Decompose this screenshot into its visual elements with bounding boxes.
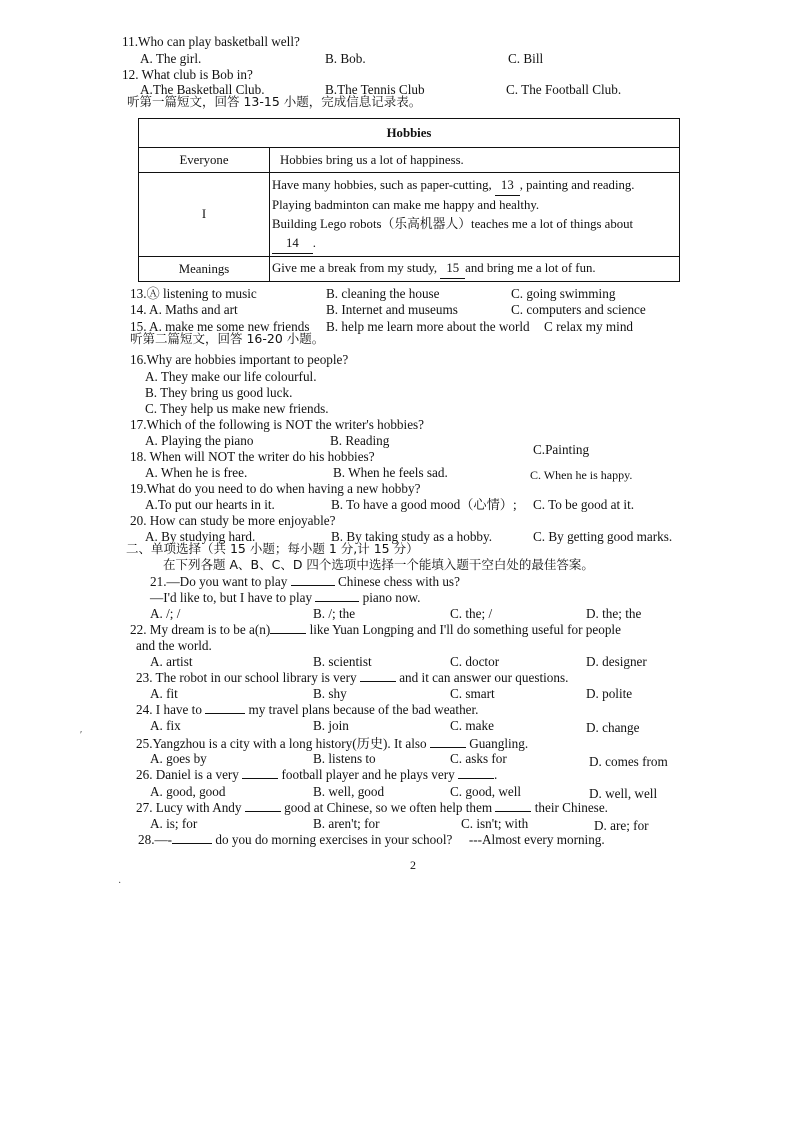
q21-text-a: 21.—Do you want to play (150, 574, 288, 589)
q21-blank-2 (315, 601, 359, 602)
q26-text-c: . (494, 767, 498, 782)
table-title: Hobbies (139, 119, 680, 148)
q24-blank (205, 713, 245, 714)
q23-blank (360, 681, 396, 682)
q21-text-c: —I'd like to, but I have to play (150, 590, 313, 605)
q19-stem: 19.What do you need to do when having a new hobby? (130, 481, 421, 496)
q13-option-b: B. cleaning the house (326, 286, 440, 301)
q17-stem: 17.Which of the following is NOT the writer's hobbies? (130, 417, 425, 432)
q15-option-c: C relax my mind (544, 319, 634, 334)
scan-speck: ′ (80, 730, 83, 741)
q28-text-a: 28.—- (138, 832, 173, 847)
q27-text-a: 27. Lucy with Andy (136, 800, 242, 815)
q21-text-d: piano now. (362, 590, 421, 605)
q14-option-a: 14. A. Maths and art (130, 302, 238, 317)
q27-option-a: A. is; for (150, 816, 198, 831)
q13-option-a: 13.Ⓐ listening to music (130, 286, 257, 301)
q18-option-b: B. When he feels sad. (333, 465, 448, 480)
q24-option-c: C. make (450, 718, 494, 733)
q25-option-c: C. asks for (450, 751, 507, 766)
q17-option-b: B. Reading (330, 433, 390, 448)
q24-option-b: B. join (313, 718, 349, 733)
q28-blank (172, 843, 212, 844)
q22-option-c: C. doctor (450, 654, 500, 669)
q12-option-c: C. The Football Club. (506, 82, 622, 97)
q24-text-a: 24. I have to (136, 702, 202, 717)
q25-option-a: A. goes by (150, 751, 207, 766)
q25-option-d: D. comes from (589, 754, 668, 769)
q18-stem: 18. When will NOT the writer do his hobbies? (130, 449, 375, 464)
q22-line2: and the world. (136, 638, 212, 653)
q26-blank-2 (458, 778, 494, 779)
q23-option-b: B. shy (313, 686, 347, 701)
hobbies-table (138, 118, 680, 282)
section-2-instruction: 在下列各题 A、B、C、D 四个选项中选择一个能填入题干空白处的最佳答案。 (163, 557, 594, 572)
q21-option-d: D. the; the (586, 606, 642, 621)
q22-text-b: like Yuan Longping and I'll do something useful for people (309, 622, 621, 637)
q22-option-d: D. designer (586, 654, 647, 669)
blank-14: 14 (272, 234, 313, 254)
table-cell-everyone: Hobbies bring us a lot of happiness. (270, 148, 680, 173)
q26-line1 (136, 767, 497, 783)
q20-stem: 20. How can study be more enjoyable? (130, 513, 336, 528)
q26-option-c: C. good, well (450, 784, 522, 799)
q21-option-b: B. /; the (313, 606, 356, 621)
q26-option-d: D. well, well (589, 786, 658, 801)
q21-option-a: A. /; / (150, 606, 181, 621)
q16-option-a: A. They make our life colourful. (145, 369, 317, 384)
q27-blank-1 (245, 811, 281, 812)
table-label-everyone: Everyone (139, 148, 270, 173)
q24-option-a: A. fix (150, 718, 181, 733)
q27-option-b: B. aren't; for (313, 816, 380, 831)
q26-blank-1 (242, 778, 278, 779)
q24-text-b: my travel plans because of the bad weather. (248, 702, 479, 717)
q27-option-d: D. are; for (594, 818, 649, 833)
q27-line1 (136, 800, 608, 816)
q16-option-b: B. They bring us good luck. (145, 385, 293, 400)
q22-option-b: B. scientist (313, 654, 372, 669)
q25-line1 (136, 736, 528, 752)
q21-text-b: Chinese chess with us? (337, 574, 460, 589)
page-number: 2 (410, 858, 416, 872)
row-i-line3: Building Lego robots（乐高机器人）teaches me a lot of things about (272, 216, 634, 231)
q24-option-d: D. change (586, 720, 640, 735)
q14-option-b: B. Internet and museums (326, 302, 458, 317)
meanings-text-1: Give me a break from my study, (272, 261, 438, 275)
q23-option-c: C. smart (450, 686, 495, 701)
row-i-line1b: , painting and reading. (519, 177, 635, 192)
q11-option-c: C. Bill (508, 51, 544, 66)
q21-option-c: C. the; / (450, 606, 493, 621)
q23-text-b: and it can answer our questions. (399, 670, 569, 685)
table-cell-i (270, 173, 680, 257)
row-i-line2: Playing badminton can make me happy and healthy. (272, 197, 540, 212)
q21-line1 (150, 574, 460, 590)
q15-option-a: 15. A. make me some new friends (130, 319, 310, 334)
q28-line1 (138, 832, 605, 848)
q23-option-a: A. fit (150, 686, 178, 701)
table-cell-meanings (270, 257, 680, 282)
listening-section-2-instruction: 听第二篇短文，回答 16-20 小题。 (130, 331, 325, 346)
q24-line1 (136, 702, 478, 718)
q23-line1 (136, 670, 568, 686)
q19-option-b: B. To have a good mood（心情）; (331, 497, 517, 512)
q27-text-b: good at Chinese, so we often help them (284, 800, 493, 815)
q21-blank-1 (291, 585, 335, 586)
q28-text-c: ---Almost every morning. (468, 832, 605, 847)
q26-option-a: A. good, good (150, 784, 226, 799)
q26-option-b: B. well, good (313, 784, 385, 799)
row-i-line1a: Have many hobbies, such as paper-cutting, (272, 177, 492, 192)
q20-option-b: B. By taking study as a hobby. (331, 529, 493, 544)
q19-option-a: A.To put our hearts in it. (145, 497, 275, 512)
table-label-i: I (139, 173, 270, 257)
scan-speck: · (118, 878, 122, 889)
blank-13: 13 (495, 176, 520, 196)
q17-option-a: A. Playing the piano (145, 433, 254, 448)
q12-option-b: B.The Tennis Club (325, 82, 425, 97)
table-label-meanings: Meanings (139, 257, 270, 282)
q20-option-a: A. By studying hard. (145, 529, 256, 544)
q23-option-d: D. polite (586, 686, 633, 701)
q25-text-b: Guangling. (469, 736, 529, 751)
q14-option-c: C. computers and science (511, 302, 646, 317)
meanings-text-2: and bring me a lot of fun. (465, 261, 596, 275)
q17-option-c: C.Painting (533, 442, 590, 457)
q11-option-a: A. The girl. (140, 51, 202, 66)
q25-blank (430, 747, 466, 748)
q25-option-b: B. listens to (313, 751, 376, 766)
q11-stem: 11.Who can play basketball well? (122, 34, 300, 49)
q12-stem: 12. What club is Bob in? (122, 67, 253, 82)
q12-option-a: A.The Basketball Club. (140, 82, 265, 97)
q22-line1 (130, 622, 621, 638)
blank-15: 15 (440, 259, 465, 279)
q18-option-a: A. When he is free. (145, 465, 248, 480)
q26-text-b: football player and he plays very (281, 767, 455, 782)
q16-stem: 16.Why are hobbies important to people? (130, 352, 349, 367)
q20-option-c: C. By getting good marks. (533, 529, 673, 544)
q25-text-a: 25.Yangzhou is a city with a long history(历史). It also (136, 736, 427, 751)
q21-line2 (150, 590, 420, 606)
listening-section-1-instruction: 听第一篇短文，回答 13-15 小题，完成信息记录表。 (127, 94, 422, 109)
q22-option-a: A. artist (150, 654, 193, 669)
q22-blank (270, 633, 306, 634)
q18-option-c: C. When he is happy. (530, 468, 633, 482)
q13-option-c: C. going swimming (511, 286, 616, 301)
q22-text-a: 22. My dream is to be a(n) (130, 622, 271, 637)
q27-blank-2 (495, 811, 531, 812)
q11-option-b: B. Bob. (325, 51, 366, 66)
q26-text-a: 26. Daniel is a very (136, 767, 239, 782)
q15-option-b: B. help me learn more about the world (326, 319, 530, 334)
q16-option-c: C. They help us make new friends. (145, 401, 329, 416)
q19-option-c: C. To be good at it. (533, 497, 635, 512)
q27-option-c: C. isn't; with (461, 816, 529, 831)
q23-text-a: 23. The robot in our school library is very (136, 670, 357, 685)
section-2-title: 二、单项选择（共 15 小题；每小题 1 分,计 15 分） (126, 541, 419, 556)
q27-text-c: their Chinese. (534, 800, 608, 815)
q28-text-b: do you do morning exercises in your school? (215, 832, 453, 847)
row-i-line4: . (312, 235, 316, 250)
